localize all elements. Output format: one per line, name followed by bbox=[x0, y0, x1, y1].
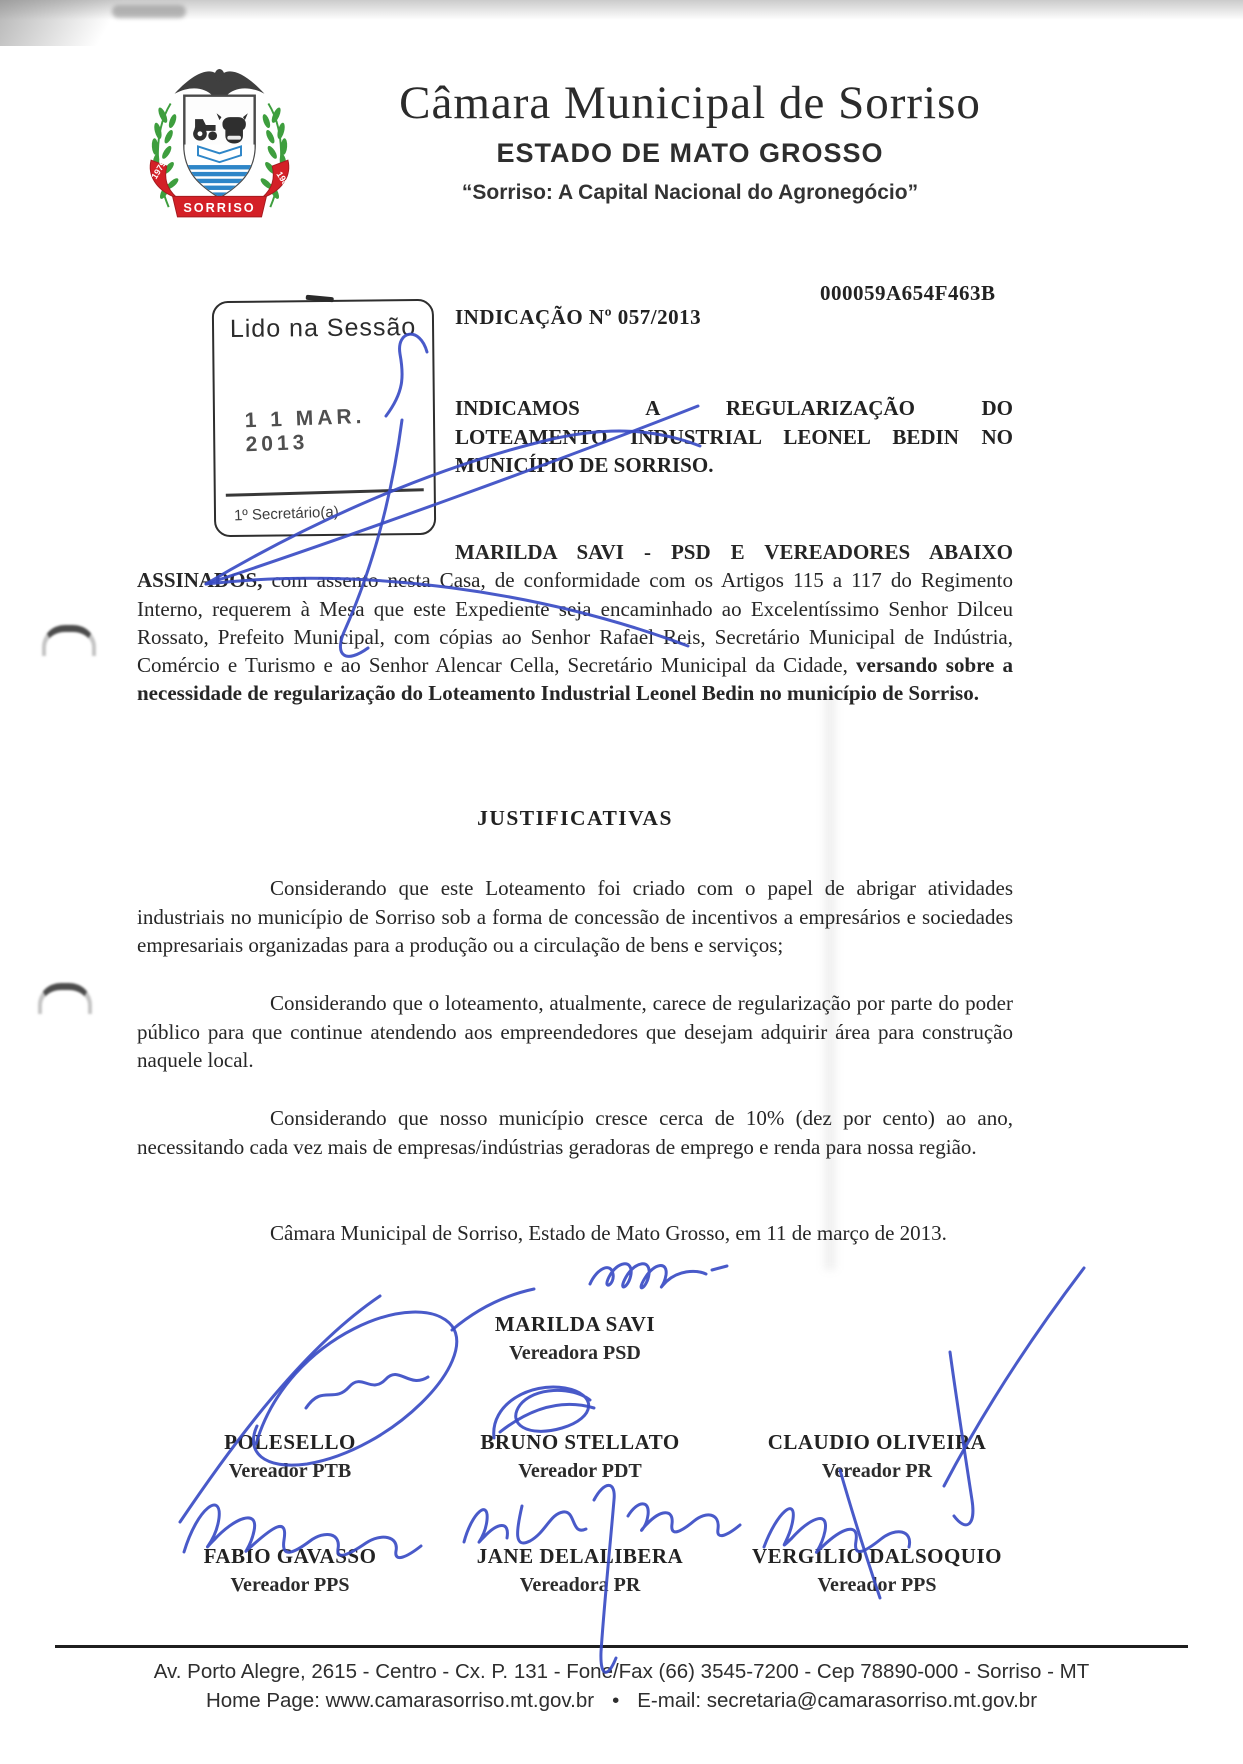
city-motto: “Sorriso: A Capital Nacional do Agronegócio” bbox=[461, 180, 919, 204]
stamp-signature-line bbox=[226, 488, 424, 497]
footer-contacts bbox=[55, 1686, 1188, 1715]
footer-email: E-mail: secretaria@camarasorriso.mt.gov.br bbox=[637, 1689, 1038, 1712]
coat-of-arms-logo bbox=[112, 60, 327, 232]
ribbon-year-left: 1979 bbox=[149, 158, 169, 181]
summary-line: INDICAMOS A REGULARIZAÇÃO DO bbox=[455, 396, 1013, 420]
indication-number: INDICAÇÃO Nº 057/2013 bbox=[455, 305, 702, 329]
justification-paragraph-3: Considerando que nosso município cresce cerca de 10% (dez por cento) ao ano, necessitando cada vez mais de empresas/indústrias geradoras de emprego e renda para nossa região. bbox=[137, 1106, 1013, 1159]
summary-line: MUNICÍPIO DE SORRISO. bbox=[455, 453, 714, 477]
signature-block bbox=[135, 1544, 445, 1597]
signature-marilda-savi bbox=[590, 1264, 727, 1288]
signature-block bbox=[722, 1430, 1032, 1483]
footer-bullet: • bbox=[612, 1689, 620, 1712]
ribbon-text: SORRISO bbox=[183, 200, 256, 215]
signer-name: VERGILIO DALSOQUIO bbox=[752, 1544, 1002, 1568]
justification-paragraph-1: Considerando que este Loteamento foi criado com o papel de abrigar atividades industriais no município de Sorriso sob a forma de concessão de incentivos a empresários e sociedades empresariais organizadas para a produção ou a circulação de bens e serviços; bbox=[137, 876, 1013, 958]
stamp-role-label: 1º Secretário(a) bbox=[233, 503, 339, 525]
signature-block bbox=[722, 1544, 1032, 1597]
signer-name: CLAUDIO OLIVEIRA bbox=[767, 1430, 987, 1454]
stamp-ink-mark bbox=[306, 295, 334, 303]
ribbon-year-right: 1986 bbox=[274, 169, 294, 192]
signer-role: Vereadora PSD bbox=[509, 1342, 641, 1364]
signer-role: Vereador PR bbox=[821, 1460, 933, 1482]
opening-lead-line: MARILDA SAVI - PSD E VEREADORES ABAIXO bbox=[455, 540, 1013, 564]
opening-regular: com assento nesta Casa, de conformidade com os Artigos 115 a 117 do Regimento Interno, requerem à Mesa que este Expediente seja encaminhado ao Excelentíssimo Senhor Dilceu Rossato, Prefeito Municipal, com cópias ao Senhor Rafael Reis, Secretário Municipal de Indústria, Comércio e Turismo e ao Senhor Alencar Cella, Secretário Municipal da Cidade, bbox=[137, 568, 1013, 678]
protocol-number: 000059A654F463B bbox=[820, 281, 996, 305]
signer-role: Vereador PDT bbox=[518, 1460, 642, 1482]
signer-role: Vereador PPS bbox=[817, 1574, 937, 1596]
summary-line: LOTEAMENTO INDUSTRIAL LEONEL BEDIN NO bbox=[455, 424, 1013, 449]
state-subtitle: ESTADO DE MATO GROSSO bbox=[496, 137, 884, 168]
signer-name: JANE DELALIBERA bbox=[476, 1544, 684, 1568]
hole-punch-mark bbox=[42, 625, 96, 656]
opening-body bbox=[137, 566, 1013, 707]
signature-block bbox=[425, 1544, 735, 1597]
scan-fold-line bbox=[824, 690, 836, 1270]
opening-paragraph bbox=[137, 538, 1013, 708]
signer-name: FABIO GAVASSO bbox=[203, 1544, 377, 1568]
justification-paragraph-2: Considerando que o loteamento, atualmente, carece de regularização por parte do poder público para que continue atendendo aos empreendedores que desejam adquirir área para construção naquele local. bbox=[137, 991, 1013, 1073]
footer bbox=[55, 1645, 1188, 1715]
hole-punch-mark bbox=[38, 983, 92, 1014]
signer-name: MARILDA SAVI bbox=[494, 1312, 656, 1336]
footer-address: Av. Porto Alegre, 2615 - Centro - Cx. P. 131 - Fone/Fax (66) 3545-7200 - Cep 78890-000 - Sorriso - MT bbox=[153, 1660, 1090, 1683]
signature-block-lead bbox=[380, 1312, 770, 1365]
organization-title: Câmara Municipal de Sorriso bbox=[399, 77, 981, 129]
signature-claudio-oliveira bbox=[944, 1268, 1084, 1525]
scan-edge-artifact bbox=[0, 0, 1243, 20]
signer-role: Vereadora PR bbox=[519, 1574, 641, 1596]
stamp-title: Lido na Sessão bbox=[229, 313, 417, 343]
dateline: Câmara Municipal de Sorriso, Estado de Mato Grosso, em 11 de março de 2013. bbox=[270, 1221, 947, 1245]
signer-role: Vereador PTB bbox=[228, 1460, 352, 1482]
opening-bold-end: versando sobre a necessidade de regularização do Loteamento Industrial Leonel Bedin no município de Sorriso. bbox=[137, 653, 1013, 706]
signer-name: BRUNO STELLATO bbox=[480, 1430, 680, 1454]
justifications-heading: JUSTIFICATIVAS bbox=[477, 806, 673, 830]
indication-summary bbox=[455, 394, 1013, 480]
signature-block bbox=[425, 1430, 735, 1483]
water-stripes-icon bbox=[184, 145, 254, 200]
opening-bold-start: ASSINADOS, bbox=[137, 568, 263, 593]
scan-smudge-artifact bbox=[112, 5, 186, 18]
footer-homepage: Home Page: www.camarasorriso.mt.gov.br bbox=[205, 1689, 595, 1712]
signature-block bbox=[135, 1430, 445, 1483]
signer-role: Vereador PPS bbox=[230, 1574, 350, 1596]
stamp-date: 1 1 MAR. 2013 bbox=[244, 404, 366, 457]
letterhead bbox=[330, 78, 1050, 205]
lido-na-sessao-stamp bbox=[212, 299, 436, 537]
signer-name: POLESELLO bbox=[224, 1430, 356, 1454]
